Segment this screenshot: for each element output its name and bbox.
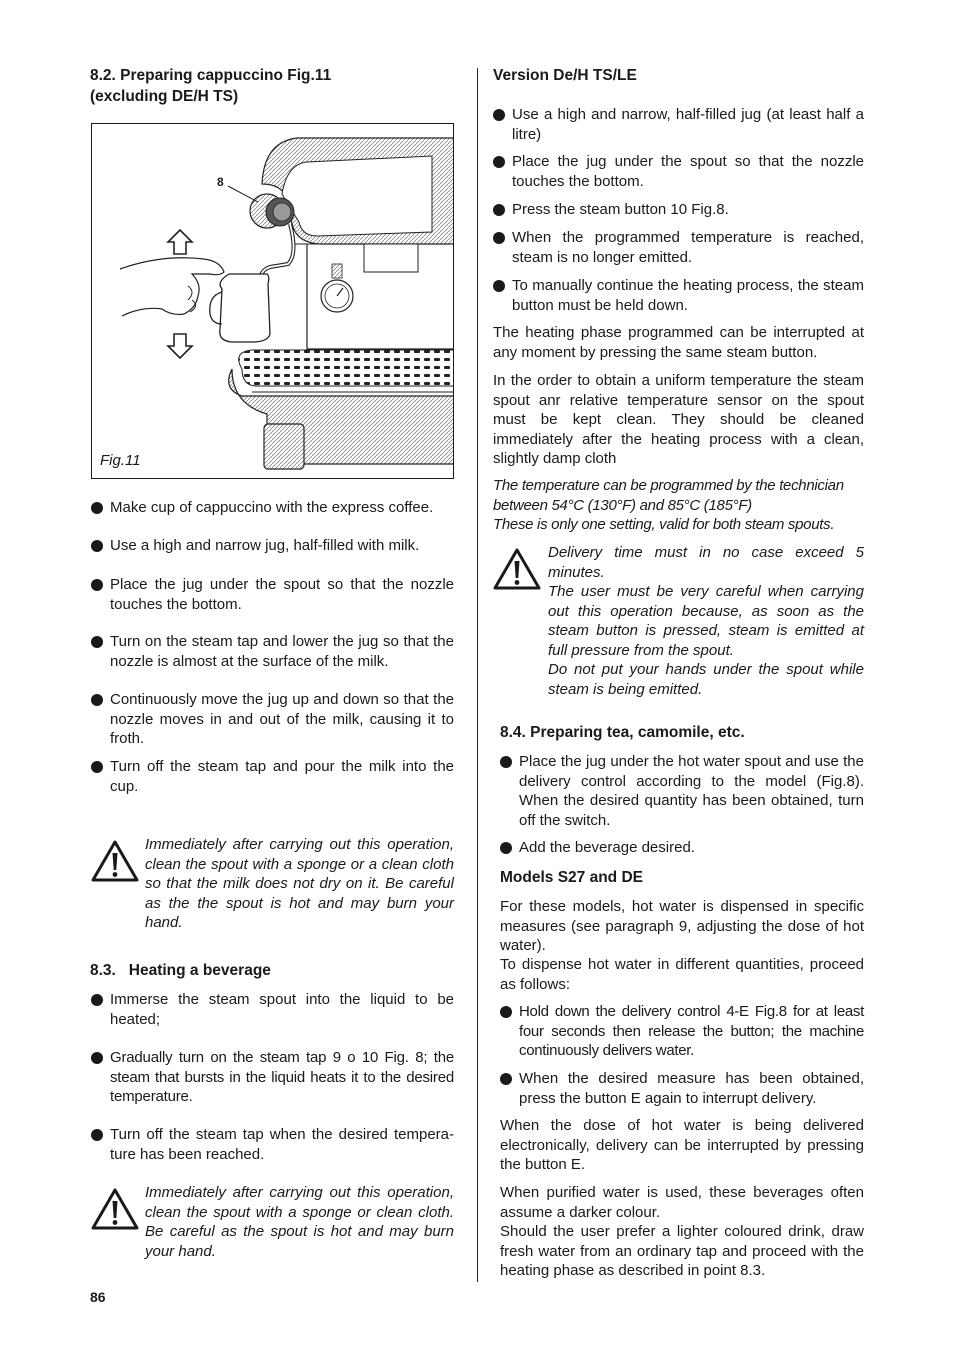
list-item: Immerse the steam spout into the liquid to be heated; [91,990,454,1029]
paragraph-models-2: To dispense hot water in different quantities, proceed as follows: [500,956,864,993]
bullet-icon [493,204,505,216]
list-item: Make cup of cappuccino with the express coffee. [91,498,454,518]
list-item: Place the jug under the hot water spout and use the delivery control according to the model (Fig.8). When the desired quantity has been obtained, turn off the switch. [500,752,864,830]
paragraph-purified-1: When purified water is used, these beverages often assume a darker colour. [500,1184,864,1221]
paragraph-interrupt: The heating phase programmed can be interrupted at any moment by pressing the same steam button. [493,324,864,361]
warning-triangle-icon [91,839,139,883]
list-item: Place the jug under the spout so that the nozzle touches the bottom. [91,575,454,614]
warning-text: Delivery time must in no case exceed 5 minutes. The user must be very careful when carrying out this operation because, as soon as the steam button is pressed, steam is emitted at full pressure from the spout. Do not put your hands under the spout while steam is being emitted. [548,544,864,698]
list-item: Gradually turn on the steam tap 9 o 10 Fig. 8; the steam that bursts in the liquid heats it to the desired temperature. [91,1048,454,1107]
list-item: Continuously move the jug up and down so that the nozzle moves in and out of the milk, causing it to froth. [91,690,454,749]
warning-block [91,1183,454,1263]
figure-caption: Fig.11 [100,452,141,469]
heading-8-2-line2: (excluding DE/H TS) [90,88,239,105]
heading-models: Models S27 and DE [500,869,643,886]
warning-triangle-icon [91,1187,139,1231]
up-arrow-icon [168,230,192,254]
list-item: Turn on the steam tap and lower the jug so that the nozzle is almost at the surface of the milk. [91,632,454,671]
warning-block [91,835,454,935]
bullet-icon [500,842,512,854]
list-item: Turn off the steam tap and pour the milk into the cup. [91,757,454,796]
list-item: Place the jug under the spout so that the nozzle touches the bottom. [493,152,864,191]
figure-callout-8: 8 [217,175,224,189]
warning-text: Immediately after carrying out this operation, clean the spout with a sponge or a clean cloth so that the milk does not dry on it. Be careful as the the spout is hot and may burn your hand. [145,836,454,931]
bullet-icon [493,109,505,121]
bullet-icon [493,280,505,292]
bullet-icon [500,756,512,768]
paragraph-models-1: For these models, hot water is dispensed in specific measures (see paragraph 9, adjusting the dose of hot water). [500,898,864,954]
espresso-machine-illustration [92,124,454,479]
bullet-icon [91,994,103,1006]
bullet-icon [91,1129,103,1141]
list-item: Press the steam button 10 Fig.8. [493,200,864,220]
list-item: To manually continue the heating process, the steam button must be held down. [493,276,864,315]
list-item: When the programmed temperature is reached, steam is no longer emitted. [493,228,864,267]
list-item: Use a high and narrow jug, half-filled with milk. [91,536,454,556]
down-arrow-icon [168,334,192,358]
list-item: When the desired measure has been obtained, press the button E again to interrupt delivery. [500,1069,864,1108]
bullet-icon [500,1006,512,1018]
bullet-icon [91,1052,103,1064]
paragraph-one-setting: These is only one setting, valid for both steam spouts. [493,516,835,533]
paragraph-temperature-range: The temperature can be programmed by the technician between 54°C (130°F) and 85°C (185°F) [493,477,844,514]
warning-block [493,543,864,703]
bullet-icon [91,579,103,591]
list-item: Use a high and narrow, half-filled jug (at least half a litre) [493,105,864,144]
list-item: Add the beverage desired. [500,838,864,858]
heading-version: Version De/H TS/LE [493,67,637,84]
heading-8-2-line1: 8.2. Preparing cappuccino Fig.11 [90,67,332,84]
heading-8-3: 8.3. Heating a beverage [90,962,271,979]
bullet-icon [91,761,103,773]
bullet-icon [91,636,103,648]
paragraph-uniform-temperature: In the order to obtain a uniform temperature the steam spout anr relative temperature sensor on the spout must be kept clean. They should be cleaned immediately after the heating process with a clean, slightly damp cloth [493,372,864,467]
figure-11 [91,123,454,479]
bullet-icon [493,156,505,168]
bullet-icon [500,1073,512,1085]
page-number: 86 [90,1289,106,1305]
list-item: Turn off the steam tap when the desired tempera-ture has been reached. [91,1125,454,1164]
list-item: Hold down the delivery control 4-E Fig.8 for at least four seconds then release the button; the machine continuously delivers water. [500,1002,864,1061]
warning-triangle-icon [493,547,541,591]
warning-text: Immediately after carrying out this operation, clean the spout with a sponge or clean cloth. Be careful as the spout is hot and may burn your hand. [145,1184,454,1260]
bullet-icon [91,502,103,514]
bullet-icon [91,540,103,552]
bullet-icon [91,694,103,706]
bullet-icon [493,232,505,244]
paragraph-dose: When the dose of hot water is being delivered electronically, delivery can be interrupted by pressing the button E. [500,1117,864,1173]
heading-8-4: 8.4. Preparing tea, camomile, etc. [500,724,745,741]
column-divider [477,68,478,1282]
paragraph-purified-2: Should the user prefer a lighter coloured drink, draw fresh water from an ordinary tap and proceed with the heating phase as described in point 8.3. [500,1223,864,1279]
